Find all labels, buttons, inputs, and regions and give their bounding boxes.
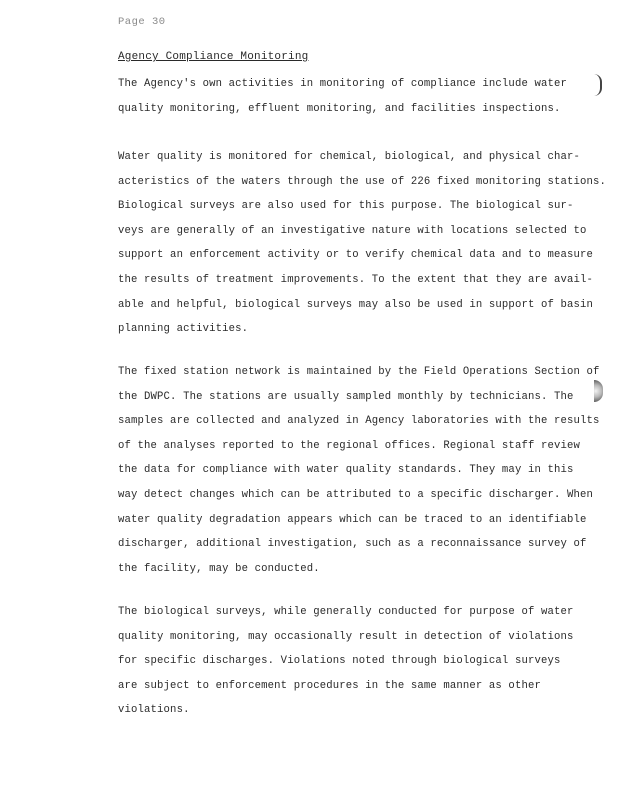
text-line: The biological surveys, while generally conducted for purpose of water xyxy=(118,606,574,618)
paragraph-fixed-station xyxy=(118,360,600,581)
text-line: The Agency's own activities in monitoring of compliance include water xyxy=(118,78,568,90)
text-line: water quality degradation appears which can be traced to an identifiable xyxy=(118,513,587,526)
text-line: acteristics of the waters through the use of 226 fixed monitoring stations. xyxy=(118,175,607,188)
paragraph-water-quality xyxy=(118,145,607,342)
text-line: the results of treatment improvements. To the extent that they are avail- xyxy=(118,273,594,286)
text-line: able and helpful, biological surveys may also be used in support of basin xyxy=(118,298,594,311)
text-line: Water quality is monitored for chemical, biological, and physical char- xyxy=(118,151,581,163)
text-line: quality monitoring, effluent monitoring, and facilities inspections. xyxy=(118,102,561,115)
text-line: of the analyses reported to the regional offices. Regional staff review xyxy=(118,439,581,452)
text-line: quality monitoring, may occasionally result in detection of violations xyxy=(118,630,574,643)
text-line: planning activities. xyxy=(118,323,249,336)
text-line: support an enforcement activity or to verify chemical data and to measure xyxy=(118,249,594,262)
text-line: the DWPC. The stations are usually sampled monthly by technicians. The xyxy=(118,390,574,403)
text-line: The fixed station network is maintained by the Field Operations Section of xyxy=(118,366,600,378)
section-heading: Agency Compliance Monitoring xyxy=(118,51,309,63)
text-line: are subject to enforcement procedures in the same manner as other xyxy=(118,679,541,692)
text-line: the data for compliance with water quality standards. They may in this xyxy=(118,464,574,477)
text-line: Biological surveys are also used for this purpose. The biological sur- xyxy=(118,200,574,213)
binder-hole-mark xyxy=(594,74,602,96)
text-line: for specific discharges. Violations noted through biological surveys xyxy=(118,655,561,668)
text-line: discharger, additional investigation, such as a reconnaissance survey of xyxy=(118,538,587,551)
paragraph-intro xyxy=(118,72,580,121)
binder-hole-mark xyxy=(594,380,603,402)
text-line: violations. xyxy=(118,704,190,717)
text-line: the facility, may be conducted. xyxy=(118,562,320,575)
paragraph-biological-surveys xyxy=(118,600,580,723)
page-number: Page 30 xyxy=(118,16,166,28)
text-line: samples are collected and analyzed in Agency laboratories with the results xyxy=(118,415,600,428)
text-line: way detect changes which can be attributed to a specific discharger. When xyxy=(118,488,594,501)
text-line: veys are generally of an investigative nature with locations selected to xyxy=(118,224,587,237)
